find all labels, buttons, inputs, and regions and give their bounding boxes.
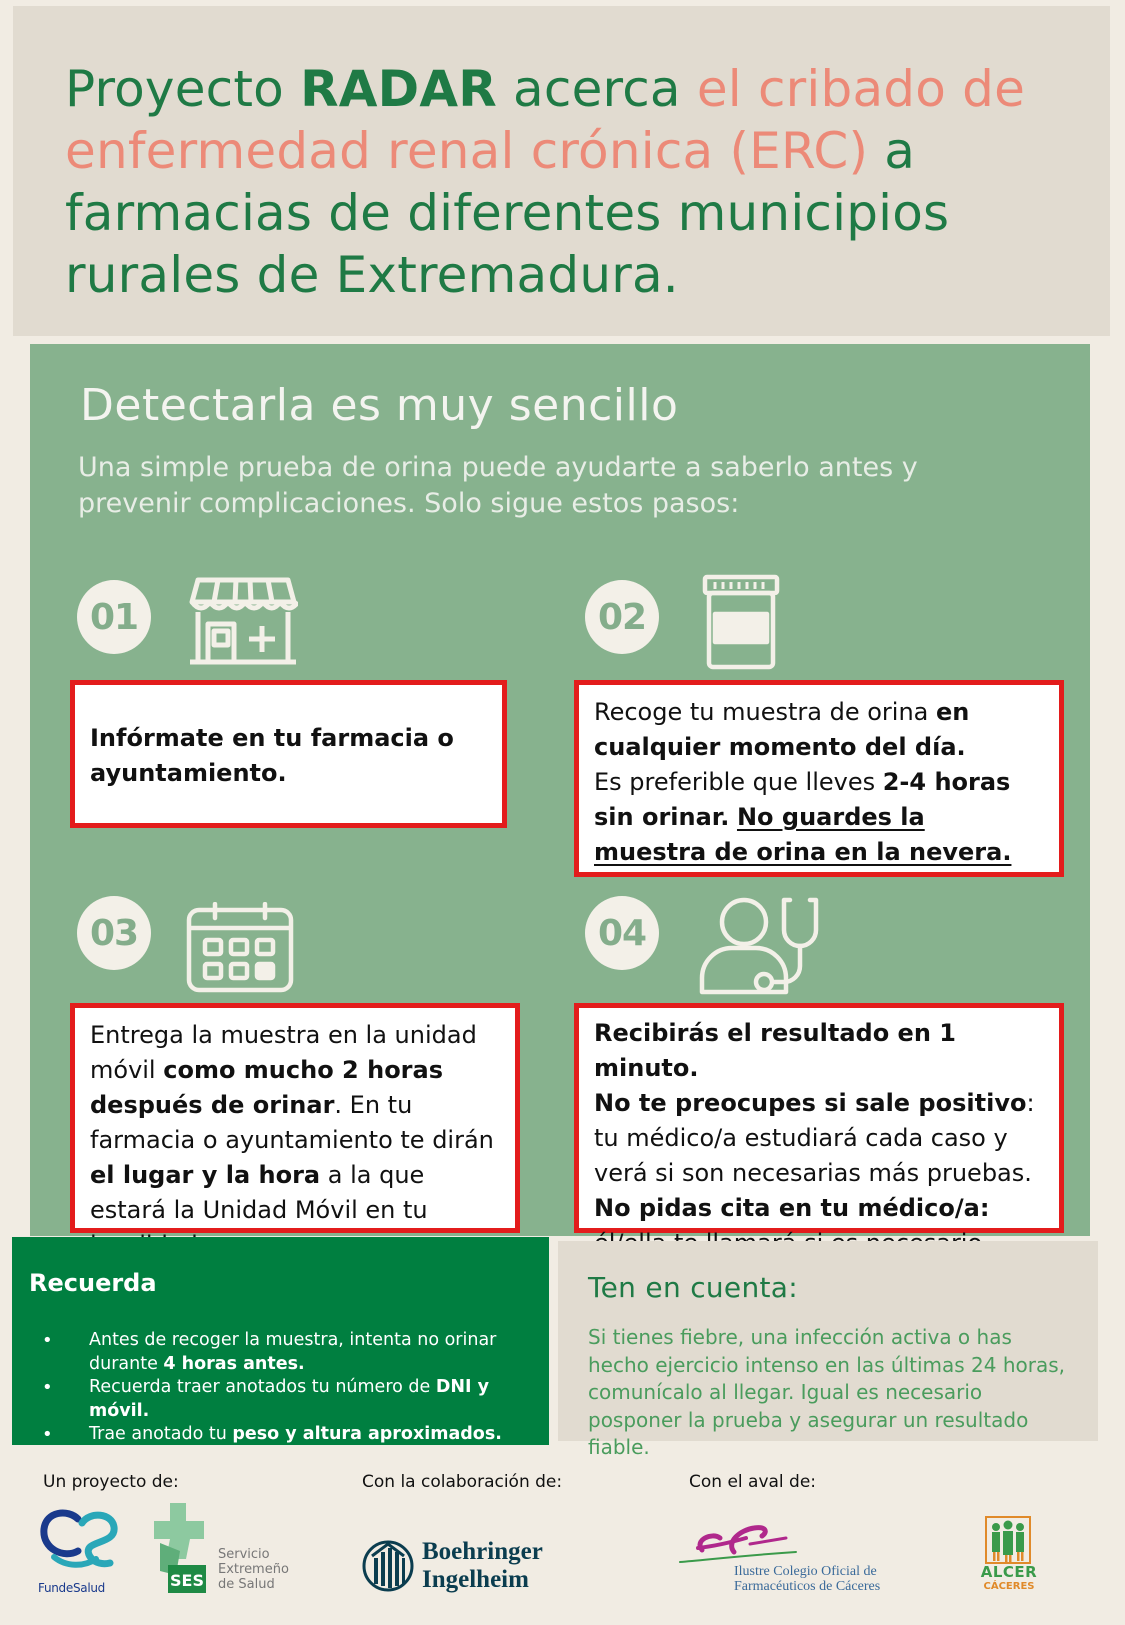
step-number-01: 01 <box>77 580 151 654</box>
label-aval: Con el aval de: <box>689 1472 817 1492</box>
calendar-icon <box>185 902 295 994</box>
recuerda-title: Recuerda <box>29 1269 157 1297</box>
label-project: Un proyecto de: <box>43 1472 179 1492</box>
sample-container-icon <box>701 574 781 670</box>
step-box-03: Entrega la muestra en la unidad móvil como mucho 2 horas después de orinar. En tu farmacia o ayuntamiento te dirán el lugar y la hora a la que estará la Unidad Móvil en tu <box>70 1003 520 1233</box>
ten-en-cuenta-text: Si tienes fiebre, una infección activa o has hecho ejercicio intenso en las últimas 24 horas, comunícalo al llegar. Igual es necesario posponer la prueba y asegurar un resultado fiable. <box>588 1325 1066 1459</box>
list-item: • Trae anotado tu peso y altura aproximados. <box>42 1423 542 1447</box>
section-title: Detectarla es muy sencillo <box>80 380 679 431</box>
section-lead: Una simple prueba de orina puede ayudarte a saberlo antes y prevenir complicaciones. Solo sigue estos pasos: <box>78 452 918 519</box>
step-number-03: 03 <box>77 896 151 970</box>
fundesalud-logo: FundeSalud <box>38 1505 122 1597</box>
ses-logo: SES Servicio Extremeño de Salud <box>152 1503 302 1595</box>
ten-en-cuenta-panel <box>558 1241 1098 1459</box>
ten-en-cuenta-title: Ten en cuenta: <box>588 1271 798 1304</box>
step-box-04: Recibirás el resultado en 1 minuto. No te preocupes si sale positivo: tu médico/a estudiará cada caso y verá si son necesarias más pruebas. No pidas cita en tu médico/a: <box>574 1003 1064 1233</box>
step-box-01: Infórmate en tu farmacia o ayuntamiento. <box>70 680 507 828</box>
pharmacy-store-icon <box>188 576 298 668</box>
colegio-farmaceuticos-logo: Ilustre Colegio Oficial de Farmacéuticos de Cáceres <box>676 1522 906 1594</box>
doctor-stethoscope-icon <box>698 892 822 996</box>
list-item: • Antes de recoger la muestra, intenta no orinar durante 4 horas antes. <box>42 1329 542 1376</box>
step-number-04: 04 <box>585 896 659 970</box>
svg-text:SES: SES <box>170 1571 204 1590</box>
list-item: • Recuerda traer anotados tu número de DNI y móvil. <box>42 1376 542 1423</box>
page-title: Proyecto RADAR acerca el cribado de enfermedad renal crónica (ERC) a farmacias de diferentes municipios rurales de Extremadura. <box>65 60 1026 304</box>
label-collab: Con la colaboración de: <box>362 1472 563 1492</box>
boehringer-logo: Boehringer Ingelheim <box>362 1538 552 1594</box>
steps-panel <box>30 344 1090 1236</box>
step-number-02: 02 <box>585 580 659 654</box>
recuerda-list <box>42 1329 542 1447</box>
recuerda-panel <box>12 1237 549 1445</box>
step-box-02: Recoge tu muestra de orina en cualquier momento del día. Es preferible que lleves 2-4 horas sin orinar. No guardes la muestra de orina en la nevera. <box>574 680 1064 877</box>
header-banner <box>13 6 1110 336</box>
alcer-logo: ALCER CÁCERES <box>972 1515 1046 1597</box>
